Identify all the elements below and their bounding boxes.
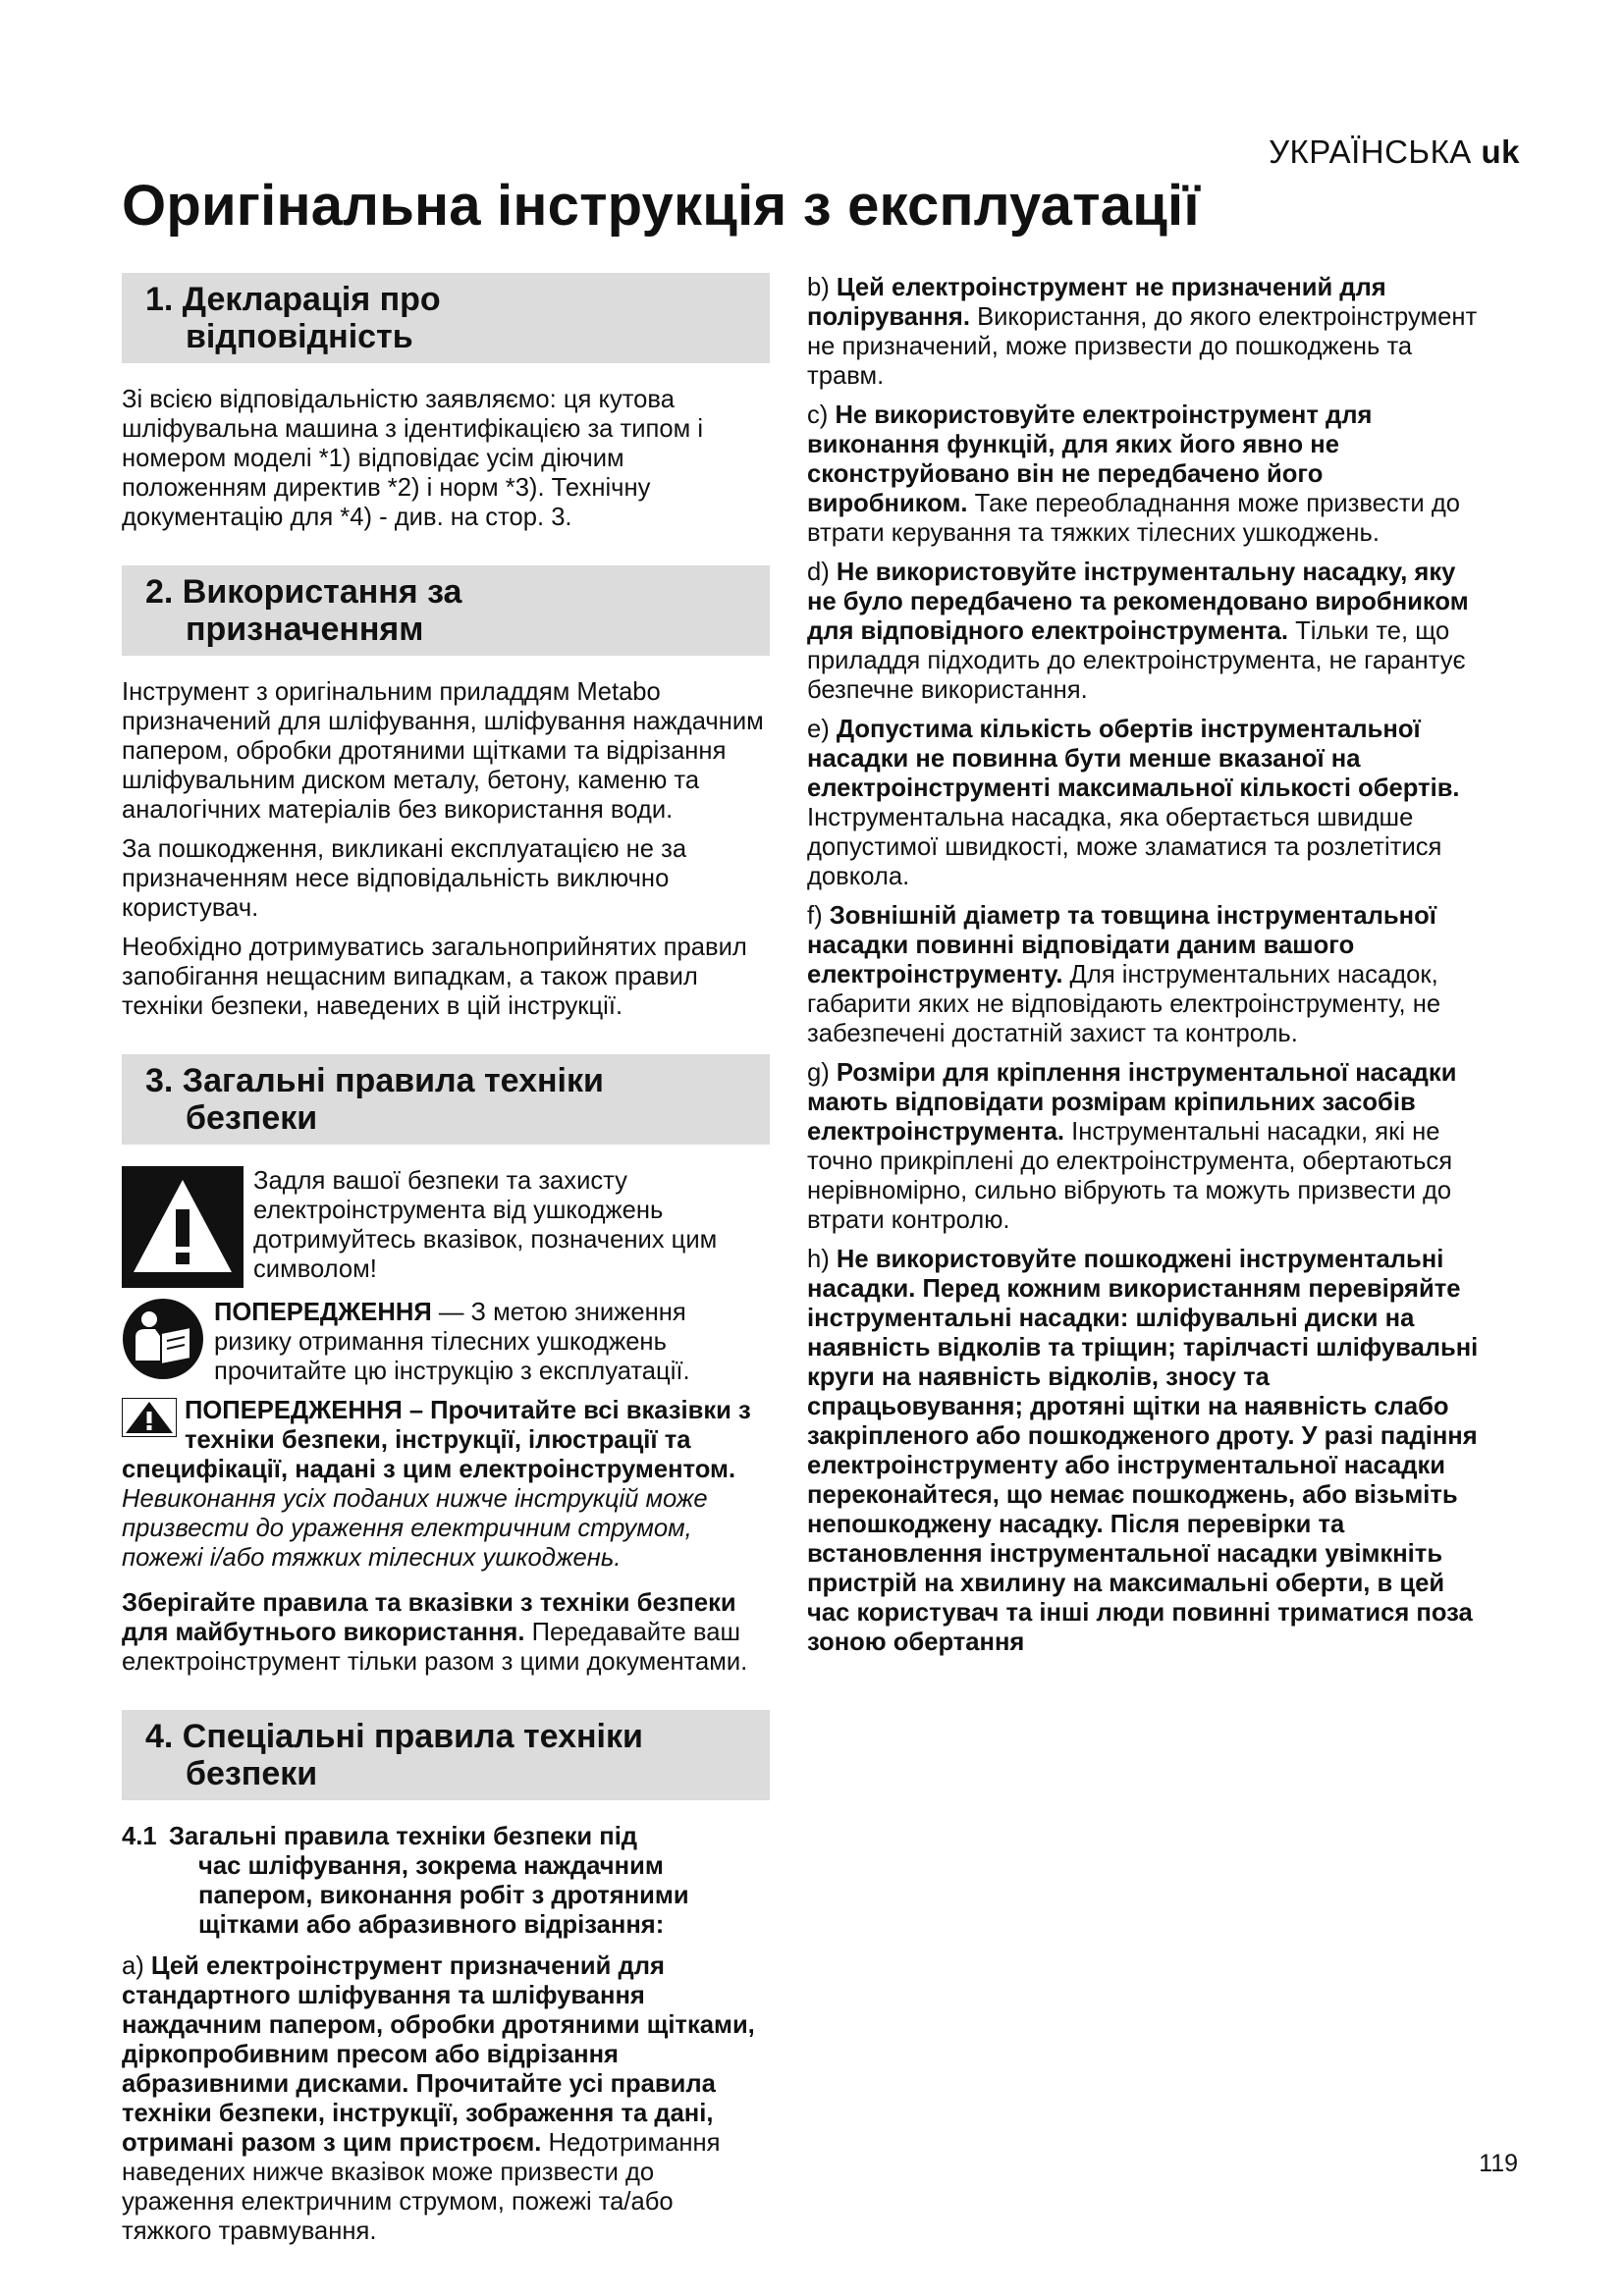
rule-c	[807, 400, 1485, 548]
rule-e-letter: e)	[807, 716, 830, 743]
subsection-number: 4.1	[122, 1823, 157, 1850]
rule-f	[807, 901, 1485, 1048]
rule-g-letter: g)	[807, 1059, 830, 1087]
rule-h	[807, 1245, 1485, 1657]
warning-symbol-text: Задля вашої безпеки та захисту електроінструмента від ушкоджень дотримуйтесь вказівок, позначених цим символом!	[253, 1167, 718, 1283]
rule-d-letter: d)	[807, 559, 830, 586]
rule-f-text: Для інструментальних насадок, габарити яких не відповідають електроінструменту, не забезпечені достатній захист та контроль.	[807, 961, 1441, 1047]
rule-b-letter: b)	[807, 274, 830, 301]
keep-rules-text: Передавайте ваш електроінструмент тільки разом з цими документами.	[122, 1619, 748, 1676]
warning-symbol-block	[122, 1166, 770, 1288]
rule-e-bold: Допустима кількість обертів інструментальної насадки не повинна бути менше вказаної на електроінструменті максимальної кількості обертів.	[807, 716, 1460, 802]
section-1-paragraph: Зі всією відповідальністю заявляємо: ця кутова шліфувальна машина з ідентифікацією за типом і номером моделі *1) відповідає усім діючим положенням директив *2) і норм *3). Технічну документацію для *4) - див. на стор. 3.	[122, 386, 704, 531]
rule-g-bold: Розміри для кріплення інструментальної насадки мають відповідати розмірам кріпильних засобів електроінструмента.	[807, 1059, 1457, 1146]
section-3-title-line2: безпеки	[186, 1099, 318, 1137]
rule-e-text: Інструментальна насадка, яка обертається швидше допустимої швидкості, може зламатися та розлетітися довкола.	[807, 804, 1442, 890]
warning-read-all-italic: Невиконання усіх поданих нижче інструкцій може призвести до ураження електричним струмом, пожежі і/або тяжких тілесних ушкоджень.	[122, 1485, 708, 1572]
read-manual-icon	[122, 1298, 204, 1380]
language-code: uk	[1481, 133, 1520, 170]
rule-a-letter: a)	[122, 1952, 144, 1980]
rule-c-text: Таке переобладнання може призвести до втрати керування та тяжких тілесних ушкоджень.	[807, 490, 1461, 547]
rule-d-text: Тільки те, що приладдя підходить до електроінструмента, не гарантує безпечне використання.	[807, 617, 1466, 704]
read-manual-warning-label: ПОПЕРЕДЖЕННЯ	[214, 1299, 432, 1326]
section-3-title-line1: 3. Загальні правила техніки	[145, 1062, 604, 1099]
rule-h-bold: Не використовуйте пошкоджені інструментальні насадки. Перед кожним використанням перевіряйте інструментальні насадки: шліфувальні диски на наявність відколів та тріщин; тарілчасті шліфувальні круги на наявність відколів, зносу та спрацьовування; дротяні щітки на наявність слабо закріпленого або пошкодженого дроту. У разі падіння електроінструменту або інструментальної насадки переконайтеся, що немає пошкоджень, або візьміть непошкоджену насадку. Після перевірки та встановлення інструментальної насадки увімкніть пристрій на хвилину на максимальні оберти, в цей час користувач та інші люди повинні триматися поза зоною обертання	[807, 1246, 1479, 1656]
keep-rules-bold: Зберігайте правила та вказівки з техніки безпеки для майбутнього використання.	[122, 1589, 736, 1646]
rule-a-text: Недотримання наведених нижче вказівок може призвести до ураження електричним струмом, пожежі та/або тяжкого травмування.	[122, 2129, 721, 2245]
rule-b-text: Використання, до якого електроінструмент не призначений, може призвести до пошкоджень та травм.	[807, 303, 1478, 390]
section-1-heading	[122, 273, 770, 363]
section-1-title-line1: 1. Декларація про	[145, 281, 441, 318]
section-4-heading	[122, 1710, 770, 1800]
rule-g-text: Інструментальні насадки, які не точно прикріплені до електроінструмента, обертаються нерівномірно, сильно вібрують та можуть призвести до втрати контролю.	[807, 1118, 1453, 1234]
warning-triangle-small-icon	[122, 1398, 177, 1437]
rule-a	[122, 1951, 770, 2246]
section-2-title-line1: 2. Використання за	[145, 573, 462, 611]
subsection-title-line1: Загальні правила техніки безпеки під	[169, 1823, 638, 1850]
rule-h-letter: h)	[807, 1246, 830, 1273]
language-name: УКРАЇНСЬКА	[1269, 133, 1472, 170]
rule-c-bold: Не використовуйте електроінструмент для виконання функцій, для яких його явно не сконструйовано він не передбачено його виробником.	[807, 401, 1373, 517]
keep-rules-paragraph	[122, 1588, 770, 1677]
page-number: 119	[1479, 2150, 1518, 2177]
rule-e	[807, 715, 1485, 891]
section-2-paragraph-2: За пошкодження, викликані експлуатацією не за призначенням несе відповідальність виключно користувач.	[122, 835, 687, 922]
right-column	[807, 273, 1485, 1667]
section-4-title-line2: безпеки	[186, 1755, 318, 1792]
rule-d	[807, 558, 1485, 705]
warning-triangle-icon	[122, 1166, 244, 1288]
rule-a-bold: Цей електроінструмент призначений для стандартного шліфування та шліфування наждачним папером, обробки дротяними щітками, діркопробивним пресом або відрізання абразивними дисками. Прочитайте усі правила техніки безпеки, інструкції, зображення та дані, отримані разом з цим пристроєм.	[122, 1952, 755, 2157]
rule-g	[807, 1058, 1485, 1235]
subsection-4-1-heading	[122, 1822, 770, 1940]
rule-b	[807, 273, 1485, 391]
subsection-title-rest: час шліфування, зокрема наждачним папером, виконання робіт з дротяними щітками або абразивного відрізання:	[198, 1852, 689, 1939]
read-manual-text	[214, 1298, 770, 1386]
section-3-heading	[122, 1054, 770, 1145]
read-manual-block	[122, 1298, 770, 1386]
warning-read-all	[122, 1396, 770, 1573]
section-4-title-line1: 4. Спеціальні правила техніки	[145, 1718, 643, 1755]
section-1-title-line2: відповідність	[186, 318, 413, 355]
rule-f-letter: f)	[807, 902, 823, 930]
section-2-paragraph-3: Необхідно дотримуватись загальноприйнятих правил запобігання нещасним випадкам, а також правил техніки безпеки, наведених в цій інструкції.	[122, 934, 747, 1020]
page-title: Оригінальна інструкція з експлуатації	[122, 174, 1200, 238]
section-2-paragraph-1: Інструмент з оригінальним приладдям Metabo призначений для шліфування, шліфування наждачним папером, обробки дротяними щітками та відрізання шліфувальним диском металу, бетону, каменю та аналогічних матеріалів без використання води.	[122, 678, 764, 824]
warning-read-all-bold: ПОПЕРЕДЖЕННЯ – Прочитайте всі вказівки з техніки безпеки, інструкції, ілюстрації та специфікації, надані з цим електроінструментом.	[122, 1397, 751, 1483]
rule-b-bold: Цей електроінструмент не призначений для полірування.	[807, 274, 1386, 331]
left-column	[122, 273, 770, 2256]
rule-c-letter: c)	[807, 401, 829, 429]
rule-f-bold: Зовнішній діаметр та товщина інструментальної насадки повинні відповідати даним вашого електроінструменту.	[807, 902, 1436, 988]
section-2-title-line2: призначенням	[186, 611, 424, 648]
rule-d-bold: Не використовуйте інструментальну насадку, яку не було передбачено та рекомендовано виробником для відповідного електроінструмента.	[807, 559, 1469, 645]
language-label	[1269, 133, 1520, 171]
section-2-heading	[122, 565, 770, 656]
read-manual-warning-text: — З метою зниження ризику отримання тілесних ушкоджень прочитайте цю інструкцію з експлуатації.	[214, 1299, 690, 1385]
